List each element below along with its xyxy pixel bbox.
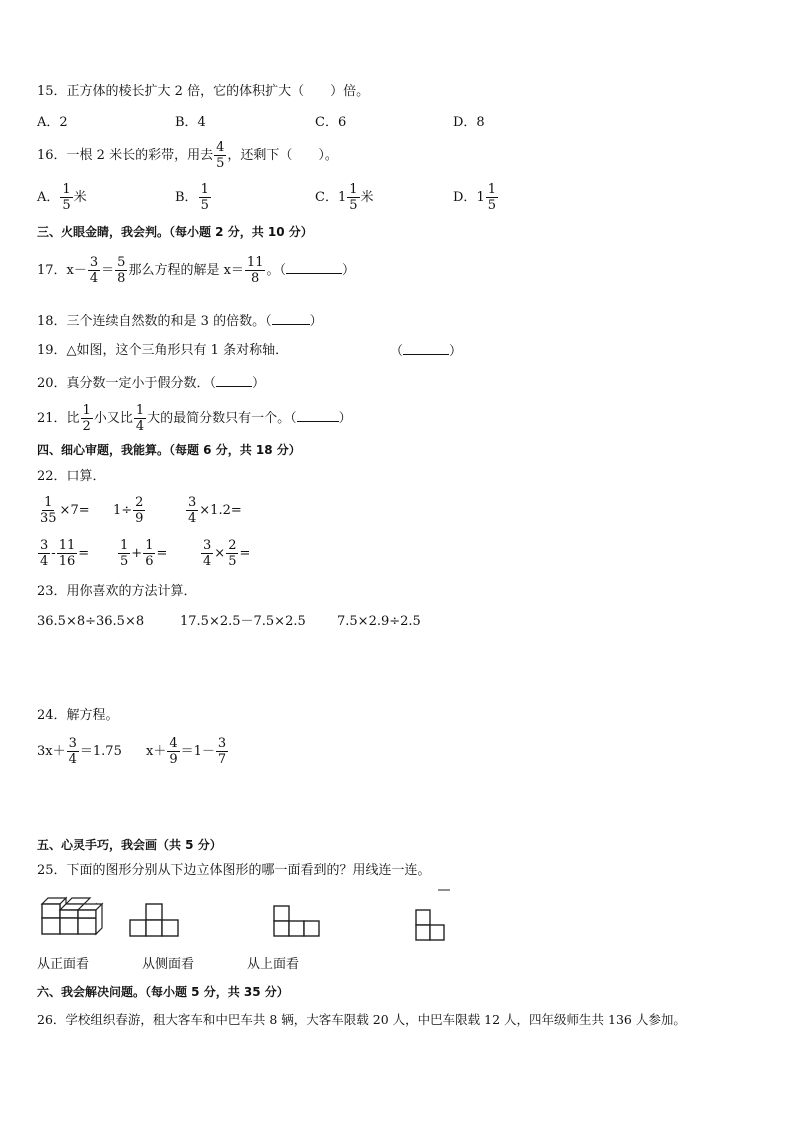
view-shape-1 xyxy=(130,904,178,936)
question-21: 21．比 $\frac{1}{2}$ 小又比 $\frac{1}{4}$ 大的最简分数只有一个。（ ） xyxy=(37,403,352,434)
answer-blank[interactable] xyxy=(286,261,342,274)
question-stem: 15．正方体的棱长扩大 2 倍，它的体积扩大（ ）倍。 xyxy=(37,84,370,99)
option-c: C．6 xyxy=(315,115,347,130)
question-20: 20．真分数一定小于假分数．（ ） xyxy=(37,376,266,391)
expression: $\frac{1}{35}$ ×7= xyxy=(40,495,90,526)
fraction: $\frac{1}{35}$ xyxy=(40,495,57,526)
question-23-title: 23．用你喜欢的方法计算． xyxy=(37,584,197,599)
fraction: $\frac{1}{5}$ xyxy=(487,182,496,213)
answer-blank[interactable] xyxy=(272,312,310,325)
expression: $\frac{3}{4}$ × $\frac{2}{5}$ = xyxy=(203,538,251,569)
fraction: $\frac{1}{2}$ xyxy=(82,403,91,434)
answer-blank[interactable] xyxy=(297,409,339,422)
expression: 1÷ $\frac{2}{9}$ xyxy=(113,495,144,526)
fraction: $\frac{3}{4}$ xyxy=(89,255,99,286)
section-heading: 三、火眼金睛，我会判。（每小题 2 分，共 10 分） xyxy=(37,225,313,239)
fraction: $\frac{11}{16}$ xyxy=(58,538,76,569)
fraction: $\frac{4}{9}$ xyxy=(169,736,178,767)
expression: 17.5×2.5－7.5×2.5 xyxy=(180,614,306,629)
solid-figure xyxy=(42,898,102,934)
fraction: $\frac{2}{9}$ xyxy=(135,495,144,526)
expression: $\frac{3}{4}$ ×1.2= xyxy=(188,495,242,526)
question-19: 19．△如图，这个三角形只有 1 条对称轴． xyxy=(37,343,289,358)
section-heading: 六、我会解决问题。（每小题 5 分，共 35 分） xyxy=(37,985,289,999)
section-heading: 五、心灵手巧，我会画（共 5 分） xyxy=(37,838,222,852)
fraction: $\frac{3}{4}$ xyxy=(188,495,197,526)
option-c: C．1 $\frac{1}{5}$ 米 xyxy=(315,182,374,213)
fraction: $\frac{3}{4}$ xyxy=(203,538,212,569)
view-shape-2 xyxy=(274,906,319,936)
view-label-front: 从正面看 xyxy=(37,957,90,972)
expression: $\frac{1}{5}$ + $\frac{1}{6}$ = xyxy=(120,538,168,569)
fraction: $\frac{3}{4}$ xyxy=(40,538,49,569)
view-label-top: 从上面看 xyxy=(247,957,300,972)
expression: $\frac{3}{4}$ - $\frac{11}{16}$ = xyxy=(40,538,90,569)
question-26: 26．学校组织春游，租大客车和中巴车共 8 辆，大客车限载 20 人，中巴车限载 12 人，四年级师生共 136 人参加。 xyxy=(37,1012,686,1027)
option-d: D．1 $\frac{1}{5}$ xyxy=(453,182,496,213)
answer-blank[interactable] xyxy=(216,374,252,387)
fraction: $\frac{3}{4}$ xyxy=(68,736,77,767)
answer-blank[interactable] xyxy=(403,342,449,355)
expression: 7.5×2.9÷2.5 xyxy=(337,614,421,629)
fraction: $\frac{2}{5}$ xyxy=(228,538,237,569)
option-d: D．8 xyxy=(453,115,485,130)
question-22-title: 22．口算． xyxy=(37,469,106,484)
figures xyxy=(36,888,456,944)
fraction: $\frac{5}{8}$ xyxy=(117,255,126,286)
equation: x＋ $\frac{4}{9}$ ＝1－ $\frac{3}{7}$ xyxy=(146,736,227,767)
question-15 xyxy=(37,83,369,101)
expression: 36.5×8÷36.5×8 xyxy=(37,614,145,629)
fraction: $\frac{1}{6}$ xyxy=(145,538,154,569)
option-b: B．4 xyxy=(175,115,206,130)
question-24-title: 24．解方程。 xyxy=(37,708,119,723)
section-heading: 四、细心审题，我能算。（每题 6 分，共 18 分） xyxy=(37,443,301,457)
question-16: 16．一根 2 米长的彩带，用去 $\frac{4}{5}$ ，还剩下（ ）。 xyxy=(37,140,338,171)
fraction: $\frac{1}{5}$ xyxy=(200,182,209,213)
fraction: $\frac{1}{5}$ xyxy=(120,538,129,569)
option-a: A． $\frac{1}{5}$ 米 xyxy=(37,182,87,213)
option-a: A．2 xyxy=(37,115,68,130)
question-17: 17．x－ $\frac{3}{4}$ ＝ $\frac{5}{8}$ 那么方程的解是 x＝ $\frac{11}{8}$ 。（ ） xyxy=(37,255,355,286)
view-label-side: 从侧面看 xyxy=(142,957,195,972)
fraction: $\frac{1}{5}$ xyxy=(62,182,71,213)
fraction: $\frac{1}{4}$ xyxy=(135,403,145,434)
fraction: $\frac{11}{8}$ xyxy=(246,255,264,286)
view-shape-3 xyxy=(416,890,450,940)
equation: 3x＋ $\frac{3}{4}$ ＝1.75 xyxy=(37,736,122,767)
answer-paren: （ ） xyxy=(390,344,463,359)
question-25-title: 25．下面的图形分别从下边立体图形的哪一面看到的？用线连一连。 xyxy=(37,863,431,878)
question-18: 18．三个连续自然数的和是 3 的倍数。（ ） xyxy=(37,314,323,329)
option-b: B． $\frac{1}{5}$ xyxy=(175,182,209,213)
fraction: $\frac{1}{5}$ xyxy=(349,182,358,213)
fraction: $\frac{4}{5}$ xyxy=(216,140,225,171)
fraction: $\frac{3}{7}$ xyxy=(217,736,227,767)
